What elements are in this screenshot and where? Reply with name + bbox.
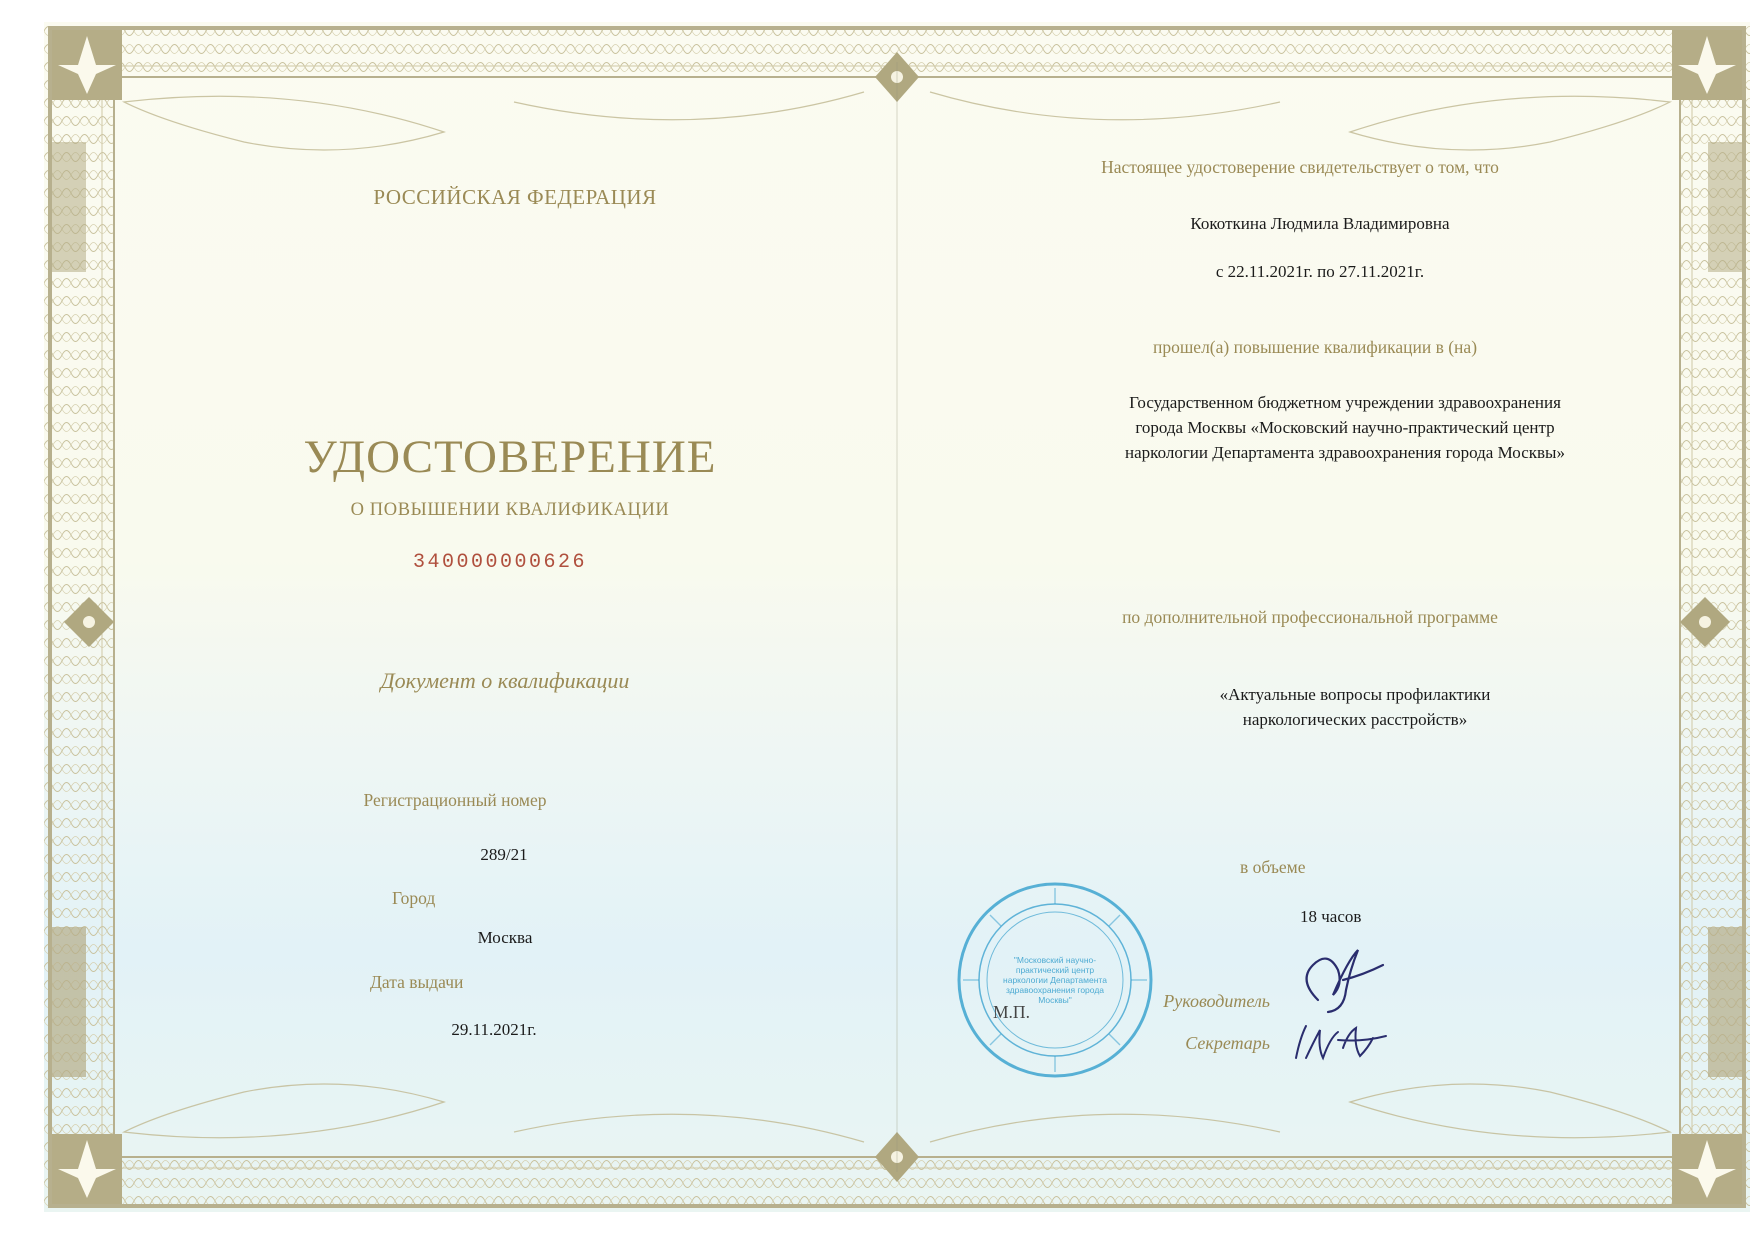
certificate-title: УДОСТОВЕРЕНИЕ	[303, 431, 717, 483]
serial-number: 340000000626	[412, 551, 588, 574]
city-value: Москва	[477, 928, 533, 947]
issue-date: 29.11.2021г.	[451, 1020, 537, 1039]
issue-date-label: Дата выдачи	[370, 972, 464, 992]
head-signature	[1288, 940, 1388, 1015]
certificate-intro: Настоящее удостоверение свидетельствует о том, что	[1101, 157, 1499, 177]
registration-label: Регистрационный номер	[363, 790, 547, 810]
document-type: Документ о квалификации	[380, 668, 630, 693]
person-name: Кокоткина Людмила Владимировна	[1190, 214, 1450, 233]
institution-name: Государственном бюджетном учреждении здравоохранения города Москвы «Московский научно-практический центр наркологии Департамента здравоохранения города Москвы»	[1125, 393, 1565, 462]
volume-label: в объеме	[1240, 857, 1306, 877]
secretary-label: Секретарь	[1185, 1033, 1270, 1053]
city-label: Город	[392, 888, 436, 908]
program-label: по дополнительной профессиональной программе	[1122, 607, 1498, 627]
head-label: Руководитель	[1163, 991, 1270, 1011]
secretary-signature	[1288, 1018, 1388, 1068]
training-period: с 22.11.2021г. по 27.11.2021г.	[1215, 262, 1425, 281]
stamp-text: "Московский научно-практический центр наркологии Департамента здравоохранения города Москвы"	[1003, 955, 1107, 1005]
certificate-subtitle: О ПОВЫШЕНИИ КВАЛИФИКАЦИИ	[350, 500, 670, 520]
seal-label: М.П.	[993, 1002, 1030, 1022]
volume-value: 18 часов	[1300, 907, 1362, 926]
registration-number: 289/21	[480, 845, 528, 864]
program-name: «Актуальные вопросы профилактики наркологических расстройств»	[1219, 685, 1491, 729]
center-fold	[896, 62, 898, 1172]
passed-label: прошел(а) повышение квалификации в (на)	[1152, 337, 1478, 357]
country-heading: РОССИЙСКАЯ ФЕДЕРАЦИЯ	[373, 185, 657, 209]
